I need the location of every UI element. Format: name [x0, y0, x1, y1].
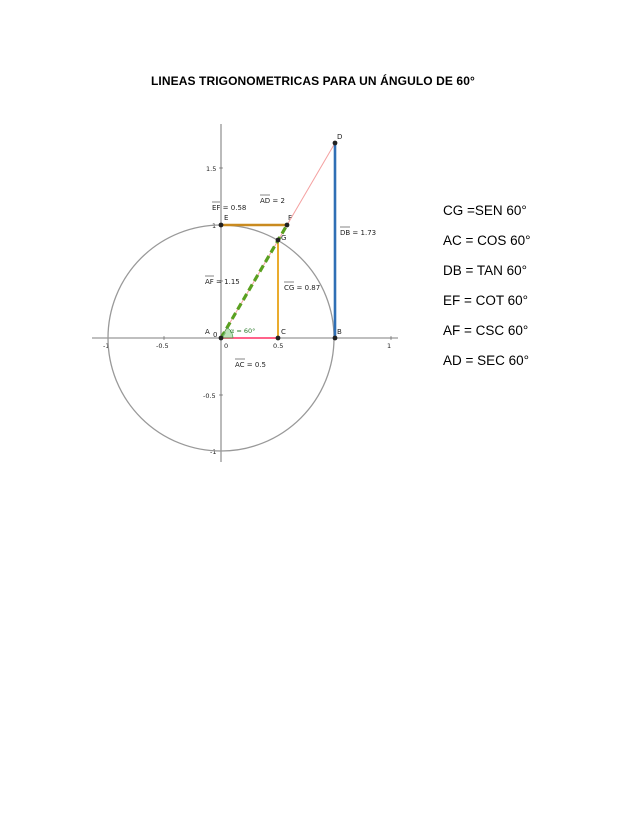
svg-text:EF = 0.58: EF = 0.58 — [212, 204, 247, 212]
measure-ad — [260, 195, 285, 205]
identity-cot: EF = COT 60° — [443, 293, 529, 308]
label-origin: 0 — [213, 331, 218, 339]
point-f — [285, 223, 290, 228]
svg-text:AD = 2: AD = 2 — [260, 197, 285, 205]
x-tick-label: 0.5 — [273, 342, 284, 350]
angle-label: α = 60° — [230, 327, 256, 335]
label-point-e: E — [224, 214, 229, 222]
measure-cg — [284, 282, 320, 292]
label-point-c: C — [281, 328, 286, 336]
measure-db — [340, 227, 376, 237]
point-d — [333, 141, 338, 146]
svg-text:AF = 1.15: AF = 1.15 — [205, 278, 240, 286]
point-e — [219, 223, 224, 228]
measure-ef — [212, 202, 246, 212]
label-point-g: G — [281, 234, 287, 242]
point-c — [276, 336, 281, 341]
svg-text:CG = 0.87: CG = 0.87 — [284, 284, 321, 292]
x-tick-label: 0 — [224, 342, 229, 350]
label-point-a: A — [205, 328, 210, 336]
identity-cos: AC = COS 60° — [443, 233, 531, 248]
x-tick-label: -1 — [103, 342, 110, 350]
label-point-f: F — [288, 214, 293, 222]
identities-list — [443, 200, 531, 380]
identity-sin: CG =SEN 60° — [443, 203, 527, 218]
measure-ac — [235, 359, 266, 369]
page-title: LINEAS TRIGONOMETRICAS PARA UN ÁNGULO DE 60° — [151, 74, 475, 88]
svg-text:AC = 0.5: AC = 0.5 — [235, 361, 267, 369]
point-g — [276, 238, 281, 243]
identity-sec: AD = SEC 60° — [443, 353, 530, 368]
label-point-d: D — [337, 133, 343, 141]
y-tick-label: 1.5 — [206, 165, 217, 173]
y-tick-label: -0.5 — [203, 392, 216, 400]
x-tick-label: -0.5 — [156, 342, 169, 350]
measure-af — [205, 276, 240, 286]
point-a — [219, 336, 224, 341]
y-tick-label: 1 — [212, 222, 217, 230]
point-b — [333, 336, 338, 341]
svg-text:DB = 1.73: DB = 1.73 — [340, 229, 377, 237]
x-tick-label: 1 — [387, 342, 392, 350]
label-point-b: B — [337, 328, 342, 336]
identity-tan: DB = TAN 60° — [443, 263, 528, 278]
y-tick-label: -1 — [210, 448, 217, 456]
identity-csc: AF = CSC 60° — [443, 323, 529, 338]
